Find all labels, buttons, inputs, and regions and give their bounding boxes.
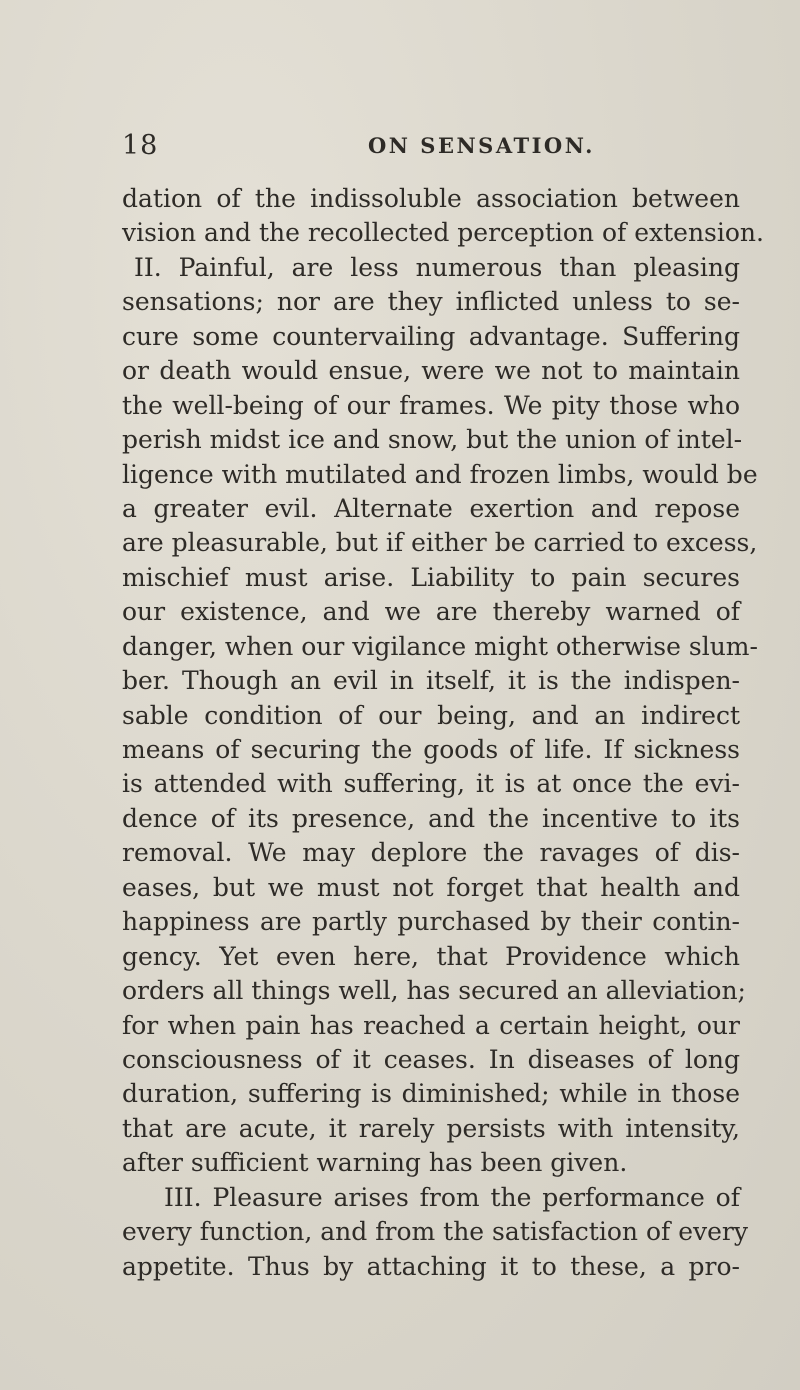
text-line: danger, when our vigilance might otherwise slum- [122, 631, 758, 661]
text-line: dence of its presence, and the incentive to its [122, 803, 740, 833]
running-head [0, 130, 800, 170]
page-number: 18 [122, 130, 159, 161]
text-line: that are acute, it rarely persists with intensity, [122, 1113, 740, 1143]
text-line: sensations; nor are they inflicted unless to se- [122, 287, 740, 317]
text-line: or death would ensue, were we not to maintain [122, 356, 740, 386]
text-line: II. Painful, are less numerous than pleasing [134, 252, 740, 282]
body-text [122, 182, 764, 1284]
text-line: removal. We may deplore the ravages of dis- [122, 838, 740, 868]
text-line: consciousness of it ceases. In diseases of long [122, 1044, 740, 1074]
text-line: ligence with mutilated and frozen limbs, would be [122, 459, 758, 489]
text-line: dation of the indissoluble association between [122, 184, 740, 213]
text-line: ber. Though an evil in itself, it is the indispen- [122, 666, 740, 696]
text-line: gency. Yet even here, that Providence which [122, 941, 740, 971]
text-line: cure some countervailing advantage. Suffering [122, 321, 740, 351]
text-line: III. Pleasure arises from the performance of [164, 1182, 740, 1212]
text-line: duration, suffering is diminished; while in those [122, 1079, 740, 1109]
text-line: is attended with suffering, it is at once the evi- [122, 769, 740, 799]
text-line: for when pain has reached a certain height, our [122, 1010, 740, 1040]
text-line: appetite. Thus by attaching it to these, a pro- [122, 1251, 740, 1281]
text-line: our existence, and we are thereby warned of [122, 597, 740, 627]
text-line: every function, and from the satisfaction of every [122, 1217, 748, 1247]
running-title: ON SENSATION. [368, 133, 595, 158]
text-line: perish midst ice and snow, but the union of intel- [122, 425, 743, 455]
text-line: vision and the recollected perception of extension. [122, 218, 764, 248]
text-line: a greater evil. Alternate exertion and repose [122, 493, 740, 523]
text-line: after sufficient warning has been given. [122, 1148, 628, 1178]
text-line: eases, but we must not forget that health and [122, 872, 740, 902]
text-line: are pleasurable, but if either be carried to excess, [122, 528, 758, 558]
text-line: happiness are partly purchased by their contin- [122, 907, 740, 937]
text-line: means of securing the goods of life. If sickness [122, 735, 740, 764]
text-line: sable condition of our being, and an indirect [122, 700, 740, 730]
text-line: mischief must arise. Liability to pain secures [122, 562, 740, 592]
text-line: orders all things well, has secured an alleviation; [122, 976, 746, 1006]
text-line: the well-being of our frames. We pity those who [122, 390, 740, 420]
